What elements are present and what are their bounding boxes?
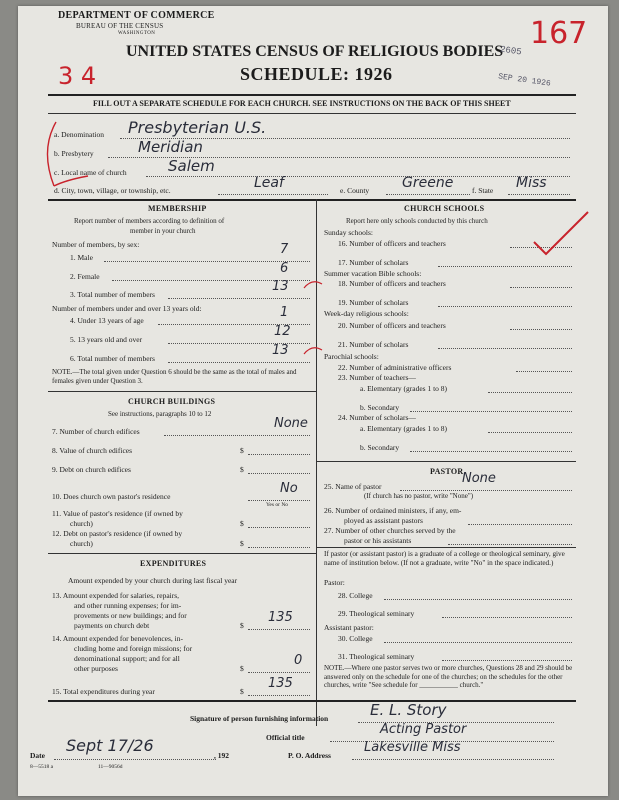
pastor-sublabel: Pastor: — [324, 578, 345, 587]
q2-value: 6 — [280, 261, 289, 276]
schools-heading: CHURCH SCHOOLS — [404, 204, 485, 213]
q5-value: 12 — [274, 324, 291, 339]
expenditures-heading: EXPENDITURES — [140, 559, 207, 568]
q15-label: 15. Total expenditures during year — [52, 687, 155, 696]
county-label: e. County — [340, 186, 370, 195]
q3-label: 3. Total number of members — [70, 290, 155, 299]
q23a-label: a. Elementary (grades 1 to 8) — [360, 384, 448, 393]
q27-label-1: 27. Number of other churches served by the — [324, 526, 456, 535]
q14-label-3: denominational support; and for all — [74, 654, 180, 663]
q14-label-2: cluding home and foreign missions; for — [74, 644, 193, 653]
q4-label: 4. Under 13 years of age — [70, 316, 144, 325]
po-address-line — [352, 759, 554, 760]
fill-out-instructions: FILL OUT A SEPARATE SCHEDULE FOR EACH CHURCH. SEE INSTRUCTIONS ON THE BACK OF THIS SHEET — [93, 99, 511, 108]
q2-label: 2. Female — [70, 272, 100, 281]
city-heading: WASHINGTON — [118, 31, 156, 36]
q23b-label: b. Secondary — [360, 403, 400, 412]
q26-line — [468, 524, 572, 525]
q5-line — [168, 343, 310, 344]
q16-label: 16. Number of officers and teachers — [338, 239, 446, 248]
q12-label-1: 12. Debt on pastor's residence (if owned by — [52, 529, 183, 538]
main-top-rule — [48, 199, 576, 201]
po-address-label: P. O. Address — [288, 751, 331, 760]
expenditures-sub: Amount expended by your church during last fiscal year — [68, 576, 238, 585]
q18-line — [510, 287, 572, 288]
received-date-stamp: SEP 20 1926 — [497, 72, 552, 89]
q17-label: 17. Number of scholars — [338, 258, 409, 267]
q25-hint: (If church has no pastor, write "None") — [364, 492, 474, 500]
q9-label: 9. Debt on church edifices — [52, 465, 131, 474]
q6-label: 6. Total number of members — [70, 354, 155, 363]
state-line — [508, 194, 570, 195]
q8-line — [248, 454, 310, 455]
q9-line — [248, 473, 310, 474]
sunday-schools-label: Sunday schools: — [324, 228, 373, 237]
q25-label: 25. Name of pastor — [324, 482, 382, 491]
q26-label-1: 26. Number of ordained ministers, if any, em- — [324, 506, 462, 515]
buildings-sub: See instructions, paragraphs 10 to 12 — [108, 410, 212, 418]
church-name-line — [146, 176, 570, 177]
q27-line — [448, 544, 572, 545]
presbytery-label: b. Presbytery — [54, 149, 94, 158]
buildings-top-rule — [48, 391, 316, 392]
print-number: 11—9056d — [98, 764, 123, 770]
red-bracket-mark — [36, 120, 96, 190]
q7-label: 7. Number of church edifices — [52, 427, 140, 436]
red-total-marks — [298, 274, 328, 364]
header-rule-2 — [48, 113, 576, 114]
q31-label: 31. Theological seminary — [338, 652, 415, 661]
department-heading: DEPARTMENT OF COMMERCE — [58, 10, 215, 21]
q14-value: 0 — [294, 653, 303, 668]
expenditures-top-rule — [48, 553, 316, 554]
q19-label: 19. Number of scholars — [338, 298, 409, 307]
year-suffix: , 192 — [214, 751, 229, 760]
pastor-note: NOTE.—Where one pastor serves two or more churches, Questions 28 and 29 should be answered only on the schedule for one of the churches; on the schedules for the other churches, write "See schedule for ___________ church." — [324, 664, 573, 690]
schools-sub: Report here only schools conducted by this church — [346, 217, 488, 225]
q7-line — [164, 435, 310, 436]
q3-value: 13 — [272, 279, 289, 294]
state-value: Miss — [516, 175, 547, 191]
pastor-heading: PASTOR — [430, 467, 464, 476]
presbytery-value: Meridian — [138, 138, 203, 156]
q14-line — [248, 672, 310, 673]
assistant-pastor-sublabel: Assistant pastor: — [324, 623, 374, 632]
schedule-title: SCHEDULE: 1926 — [240, 64, 393, 84]
weekday-schools-label: Week-day religious schools: — [324, 309, 409, 318]
q13-value: 135 — [268, 610, 293, 625]
q14-dollar: $ — [240, 664, 244, 673]
footer-top-rule — [48, 700, 576, 702]
q6-line — [168, 362, 310, 363]
q11-dollar: $ — [240, 519, 244, 528]
q28-label: 28. College — [338, 591, 373, 600]
q24b-label: b. Secondary — [360, 443, 400, 452]
signature-label: Signature of person furnishing information — [190, 714, 329, 723]
county-line — [386, 194, 470, 195]
q6-value: 13 — [272, 343, 289, 358]
signature-value: E. L. Story — [370, 701, 447, 719]
membership-intro-2: member in your church — [130, 227, 196, 235]
city-label: d. City, town, village, or township, etc. — [54, 186, 171, 195]
q4-value: 1 — [280, 305, 289, 320]
q19-line — [438, 306, 572, 307]
pastor-top-rule — [316, 461, 576, 462]
q12-label-2: church) — [70, 539, 93, 548]
q13-dollar: $ — [240, 621, 244, 630]
bureau-heading: BUREAU OF THE CENSUS — [76, 22, 164, 30]
q10-value: No — [280, 481, 298, 496]
county-value: Greene — [402, 175, 454, 191]
form-number: 8—5518 a — [30, 764, 54, 770]
graduate-top-rule — [316, 547, 576, 548]
red-number-right: 167 — [530, 16, 588, 51]
form-title: UNITED STATES CENSUS OF RELIGIOUS BODIES — [126, 43, 504, 60]
q23-label: 23. Number of teachers— — [338, 373, 416, 382]
official-title-value: Acting Pastor — [380, 722, 467, 737]
po-address-value: Lakesville Miss — [364, 740, 461, 755]
q24b-line — [410, 451, 572, 452]
red-check-mark — [530, 208, 594, 260]
membership-note: NOTE.—The total given under Question 6 should be the same as the total of males and females given under Question 3. — [52, 368, 297, 385]
q20-label: 20. Number of officers and teachers — [338, 321, 446, 330]
denomination-value: Presbyterian U.S. — [128, 118, 267, 137]
q8-label: 8. Value of church edifices — [52, 446, 133, 455]
q21-line — [438, 348, 572, 349]
q1-value: 7 — [280, 242, 289, 257]
church-name-label: c. Local name of church — [54, 168, 127, 177]
q29-line — [442, 617, 572, 618]
q24-label: 24. Number of scholars— — [338, 413, 416, 422]
q17-line — [438, 266, 572, 267]
q31-line — [442, 660, 572, 661]
q13-label-2: and other running expenses; for im- — [74, 601, 182, 610]
q14-label-1: 14. Amount expended for benevolences, in- — [52, 634, 184, 643]
stamp-number: 2605 — [499, 44, 523, 58]
q28-line — [384, 599, 572, 600]
age-intro: Number of members under and over 13 years old: — [52, 304, 202, 313]
q23b-line — [410, 411, 572, 412]
city-line — [218, 194, 328, 195]
q11-label-2: church) — [70, 519, 93, 528]
q10-line — [248, 500, 310, 501]
q15-dollar: $ — [240, 687, 244, 696]
q12-line — [248, 547, 310, 548]
q3-line — [168, 298, 310, 299]
q11-line — [248, 527, 310, 528]
q13-label-3: provements or new buildings; and for — [74, 611, 187, 620]
city-value: Leaf — [254, 175, 284, 191]
q24a-line — [488, 432, 572, 433]
q26-label-2: ployed as assistant pastors — [344, 516, 423, 525]
parochial-schools-label: Parochial schools: — [324, 352, 379, 361]
q29-label: 29. Theological seminary — [338, 609, 415, 618]
membership-intro-1: Report number of members according to definition of — [74, 217, 225, 225]
q18-label: 18. Number of officers and teachers — [338, 279, 446, 288]
q25-value: None — [462, 471, 496, 486]
q24a-label: a. Elementary (grades 1 to 8) — [360, 424, 448, 433]
members-by-sex: Number of members, by sex: — [52, 240, 140, 249]
state-label: f. State — [472, 186, 494, 195]
q23a-line — [488, 392, 572, 393]
q12-dollar: $ — [240, 539, 244, 548]
yes-no-hint: Yes or No — [266, 502, 289, 508]
q22-label: 22. Number of administrative officers — [338, 363, 452, 372]
q15-line — [248, 695, 310, 696]
q7-value: None — [274, 416, 308, 431]
q9-dollar: $ — [240, 465, 244, 474]
q1-label: 1. Male — [70, 253, 93, 262]
q22-line — [516, 371, 572, 372]
q11-label-1: 11. Value of pastor's residence (if owned by — [52, 509, 183, 518]
q30-label: 30. College — [338, 634, 373, 643]
official-title-label: Official title — [266, 733, 305, 742]
q8-dollar: $ — [240, 446, 244, 455]
q5-label: 5. 13 years old and over — [70, 335, 143, 344]
q13-label-1: 13. Amount expended for salaries, repairs, — [52, 591, 180, 600]
date-label: Date — [30, 751, 45, 760]
q21-label: 21. Number of scholars — [338, 340, 409, 349]
q13-line — [248, 629, 310, 630]
q10-label: 10. Does church own pastor's residence — [52, 492, 171, 501]
q20-line — [510, 329, 572, 330]
date-value: Sept 17/26 — [66, 736, 154, 755]
census-form-sheet — [18, 6, 608, 796]
membership-heading: MEMBERSHIP — [148, 204, 207, 213]
q14-label-4: other purposes — [74, 664, 118, 673]
q15-value: 135 — [268, 676, 293, 691]
graduate-instructions: If pastor (or assistant pastor) is a graduate of a college or theological seminary, give name of institution below. (If not a graduate, write "No" in the space indicated.) — [324, 550, 565, 567]
red-number-left: 3 4 — [58, 62, 97, 90]
q25-line — [400, 490, 572, 491]
summer-schools-label: Summer vacation Bible schools: — [324, 269, 422, 278]
buildings-heading: CHURCH BUILDINGS — [128, 397, 216, 406]
header-rule — [48, 94, 576, 96]
church-name-value: Salem — [168, 157, 215, 175]
denomination-label: a. Denomination — [54, 130, 104, 139]
q30-line — [384, 642, 572, 643]
date-line — [54, 759, 216, 760]
q13-label-4: payments on church debt — [74, 621, 150, 630]
q27-label-2: pastor or his assistants — [344, 536, 412, 545]
